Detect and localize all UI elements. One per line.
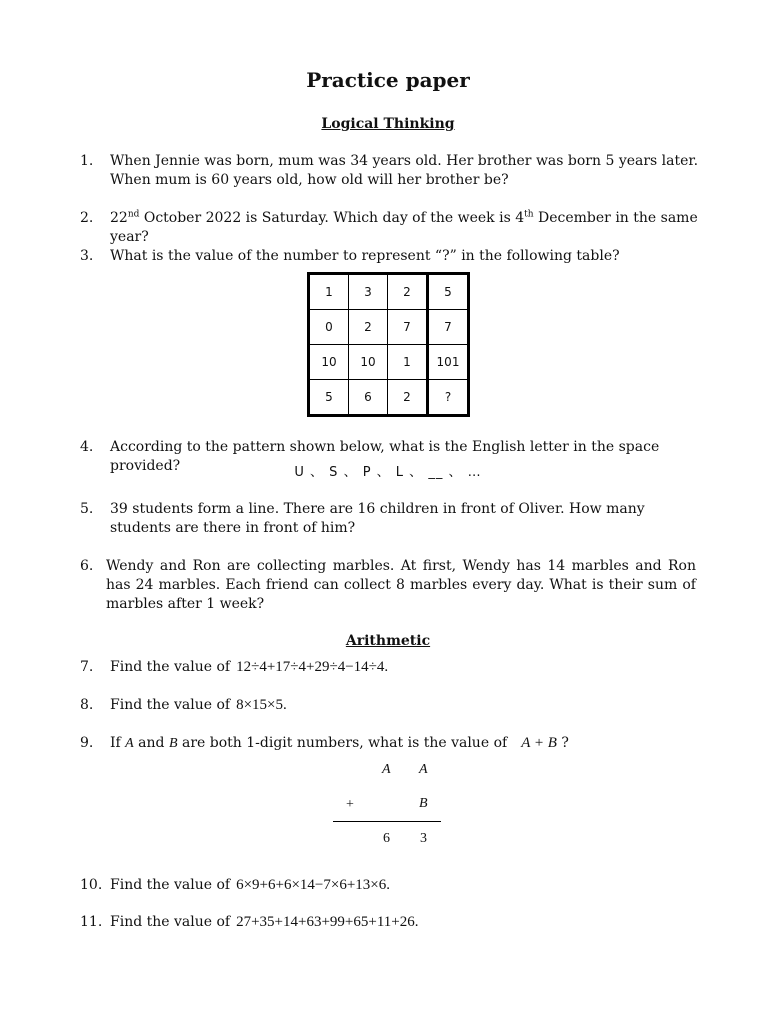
addend-digit-ones: A bbox=[419, 762, 428, 777]
question-text-part: are both 1-digit numbers, what is the value of bbox=[177, 735, 508, 751]
question-text bbox=[110, 696, 700, 715]
date-day: 22 bbox=[110, 210, 128, 226]
question-text: Wendy and Ron are collecting marbles. At first, Wendy has 14 marbles and Ron has 24 marbles. Each friend can collect 8 marbles every day. What is their sum of marbles after 1 week? bbox=[106, 558, 696, 612]
question-10 bbox=[80, 876, 700, 895]
question-text bbox=[110, 658, 700, 677]
sum-digit-ones: 3 bbox=[420, 831, 427, 846]
question-1 bbox=[80, 152, 700, 190]
question-text-part: December in the same year? bbox=[110, 210, 698, 245]
letter-pattern: U 、 S 、 P 、 L 、 __ 、 … bbox=[294, 465, 482, 480]
number-table bbox=[307, 272, 470, 417]
question-5 bbox=[80, 500, 700, 538]
plus-sign: + bbox=[346, 797, 354, 812]
question-prefix: Find the value of bbox=[110, 659, 231, 675]
question-prefix: Find the value of bbox=[110, 697, 231, 713]
question-2 bbox=[80, 209, 700, 247]
sum-line bbox=[333, 821, 441, 822]
math-expression: 6×9+6+6×14−7×6+13×6. bbox=[236, 877, 391, 893]
question-8 bbox=[80, 696, 700, 715]
table-cell-unknown: ? bbox=[428, 380, 469, 416]
second-addend-digit: B bbox=[419, 796, 428, 811]
question-text: What is the value of the number to represent “?” in the following table? bbox=[110, 248, 620, 264]
ordinal-suffix: th bbox=[524, 209, 534, 220]
math-expression: 27+35+14+63+99+65+11+26. bbox=[236, 914, 419, 930]
question-7 bbox=[80, 658, 700, 677]
question-text-part: October 2022 is Saturday. Which day of the week is 4 bbox=[139, 210, 525, 226]
question-number: 9. bbox=[80, 735, 94, 751]
table-row bbox=[309, 380, 469, 416]
table-cell: 2 bbox=[349, 310, 388, 345]
math-expression: A + B bbox=[521, 735, 557, 751]
table-cell: 101 bbox=[428, 345, 469, 380]
question-mark: ? bbox=[561, 735, 569, 751]
sum-digit-tens: 6 bbox=[383, 831, 390, 846]
math-expression: 12÷4+17÷4+29÷4−14÷4. bbox=[236, 659, 389, 675]
question-number: 2. bbox=[80, 210, 94, 226]
question-text bbox=[110, 209, 700, 247]
table-row bbox=[309, 310, 469, 345]
math-expression: 8×15×5. bbox=[236, 697, 287, 713]
question-text-part: and bbox=[133, 735, 169, 751]
question-number: 1. bbox=[80, 153, 94, 169]
table-cell: 5 bbox=[428, 274, 469, 310]
table-row bbox=[309, 274, 469, 310]
question-text bbox=[110, 876, 700, 895]
question-9 bbox=[80, 734, 700, 753]
table-cell: 10 bbox=[309, 345, 349, 380]
table-cell: 5 bbox=[309, 380, 349, 416]
table-cell: 2 bbox=[388, 380, 428, 416]
table-cell: 0 bbox=[309, 310, 349, 345]
question-text bbox=[110, 734, 700, 753]
ordinal-suffix: nd bbox=[127, 209, 140, 220]
question-text-part: If bbox=[110, 735, 126, 751]
question-3 bbox=[80, 247, 700, 266]
page-title: Practice paper bbox=[306, 68, 470, 92]
question-number: 10. bbox=[80, 877, 103, 893]
table-cell: 7 bbox=[428, 310, 469, 345]
variable-b: B bbox=[168, 736, 178, 751]
question-number: 5. bbox=[80, 501, 94, 517]
question-number: 11. bbox=[80, 914, 103, 930]
question-number: 3. bbox=[80, 248, 94, 264]
question-number: 8. bbox=[80, 697, 94, 713]
table-cell: 10 bbox=[349, 345, 388, 380]
table-row bbox=[309, 345, 469, 380]
question-prefix: Find the value of bbox=[110, 914, 231, 930]
section-heading-arithmetic: Arithmetic bbox=[345, 633, 431, 649]
table-cell: 1 bbox=[388, 345, 428, 380]
question-text bbox=[110, 913, 700, 932]
table-cell: 7 bbox=[388, 310, 428, 345]
table-cell: 2 bbox=[388, 274, 428, 310]
variable-a: A bbox=[125, 736, 134, 751]
question-6 bbox=[80, 557, 696, 614]
question-number: 4. bbox=[80, 439, 94, 455]
question-text: When Jennie was born, mum was 34 years old. Her brother was born 5 years later. When mum is 60 years old, how old will her brother be? bbox=[110, 153, 699, 188]
question-number: 7. bbox=[80, 659, 94, 675]
question-11 bbox=[80, 913, 700, 932]
table-cell: 3 bbox=[349, 274, 388, 310]
addend-digit-tens: A bbox=[382, 762, 391, 777]
section-heading-logical-thinking: Logical Thinking bbox=[321, 116, 455, 132]
question-text: 39 students form a line. There are 16 children in front of Oliver. How many students are there in front of him? bbox=[110, 501, 645, 536]
question-text: According to the pattern shown below, what is the English letter in the space provided? bbox=[110, 439, 660, 474]
table-cell: 1 bbox=[309, 274, 349, 310]
question-prefix: Find the value of bbox=[110, 877, 231, 893]
table-cell: 6 bbox=[349, 380, 388, 416]
question-number: 6. bbox=[80, 558, 94, 574]
